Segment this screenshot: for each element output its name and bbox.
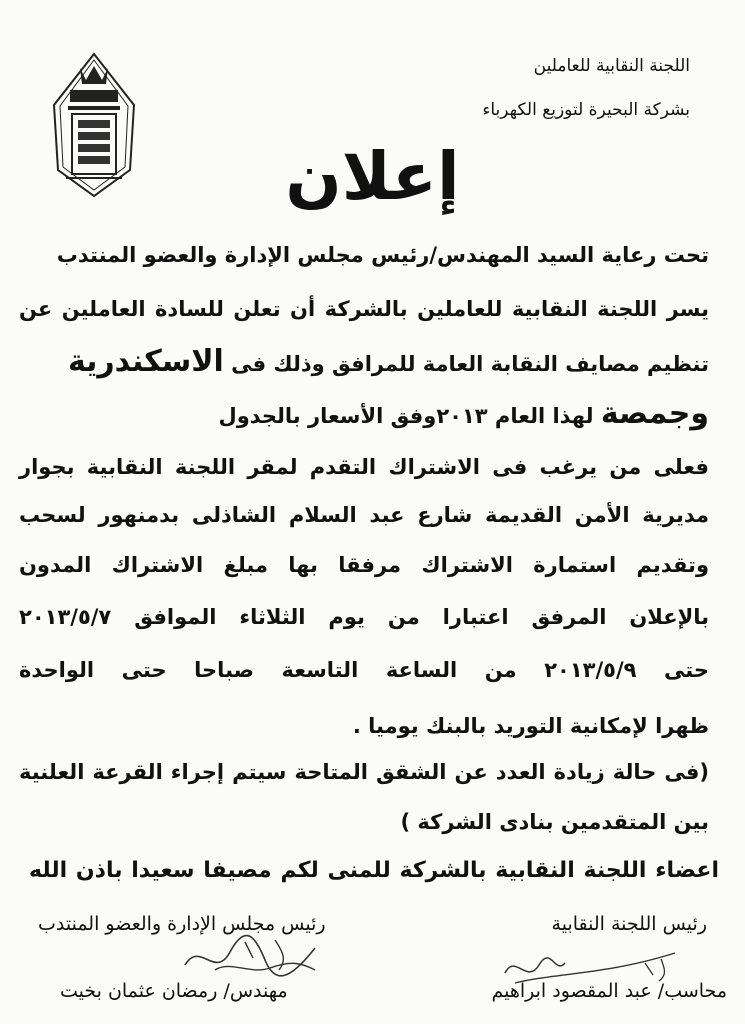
org-line-2: بشركة البحيرة لتوزيع الكهرباء bbox=[482, 100, 690, 120]
body-line bbox=[19, 396, 709, 431]
body-text: تنظيم مصايف النقابة العامة للمرافق وذلك فى bbox=[231, 352, 709, 376]
body-line: فعلى من يرغب فى الاشتراك التقدم لمقر اللجنة النقابية بجوار bbox=[19, 455, 709, 479]
left-signatory-name: مهندس/ رمضان عثمان بخيت bbox=[60, 980, 288, 1002]
org-line-1: اللجنة النقابية للعاملين bbox=[533, 56, 690, 76]
body-line: مديرية الأمن القديمة شارع عبد السلام الشاذلى بدمنهور لسحب bbox=[19, 503, 709, 527]
right-signatory-title: رئيس اللجنة النقابية bbox=[551, 913, 707, 935]
city-alexandria: الاسكندرية bbox=[67, 344, 224, 379]
body-line: حتى ٢٠١٣/٥/٩ من الساعة التاسعة صباحا حتى الواحدة bbox=[19, 658, 709, 682]
body-line: بين المتقدمين بنادى الشركة ) bbox=[400, 810, 709, 834]
body-line: (فى حالة زيادة العدد عن الشقق المتاحة سيتم إجراء القرعة العلنية bbox=[19, 760, 709, 784]
body-text: لهذا العام ٢٠١٣وفق الأسعار بالجدول bbox=[218, 404, 594, 428]
left-signatory-title: رئيس مجلس الإدارة والعضو المنتدب bbox=[38, 913, 326, 935]
body-line: ظهرا لإمكانية التوريد بالبنك يوميا . bbox=[352, 714, 709, 738]
closing-line: اعضاء اللجنة النقابية بالشركة للمنى لكم مصيفا سعيدا باذن الله bbox=[29, 858, 719, 883]
page-title: إعلان bbox=[285, 138, 460, 215]
body-line bbox=[19, 344, 709, 379]
right-signatory-name: محاسب/ عبد المقصود ابراهيم bbox=[491, 980, 727, 1002]
city-gamasa: وجمصة bbox=[600, 396, 709, 431]
body-line: وتقديم استمارة الاشتراك مرفقا بها مبلغ الاشتراك المدون bbox=[19, 553, 709, 577]
body-line: بالإعلان المرفق اعتبارا من يوم الثلاثاء الموافق ٢٠١٣/٥/٧ bbox=[19, 605, 709, 629]
body-line: يسر اللجنة النقابية للعاملين بالشركة أن تعلن للسادة العاملين عن bbox=[19, 297, 709, 321]
body-line: تحت رعاية السيد المهندس/رئيس مجلس الإدارة والعضو المنتدب bbox=[56, 243, 709, 267]
